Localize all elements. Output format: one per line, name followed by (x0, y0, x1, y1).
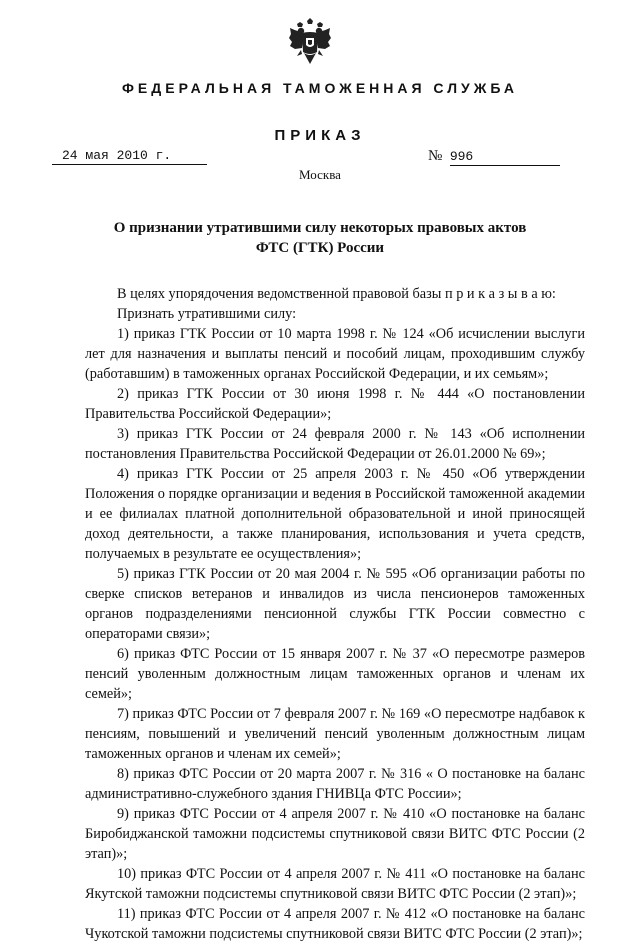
title-line-2: ФТС (ГТК) России (255, 240, 385, 256)
list-item: 4) приказ ГТК России от 25 апреля 2003 г. № 450 «Об утверждении Положения о порядке организации и ведения в Российской таможенной академии и ее филиалах платной дополнительной образовательной и иной приносящей доход деятельности, а также планирования, использования и учета средств, получаемых в результате ее осуществления»; (85, 466, 585, 562)
list-item: 3) приказ ГТК России от 24 февраля 2000 г. № 143 «Об исполнении постановления Правительства Российской Федерации от 26.01.2000 № 69»; (85, 426, 585, 462)
number-sign: № (428, 148, 443, 164)
city: Москва (299, 167, 341, 182)
document-type: ПРИКАЗ (274, 127, 366, 144)
list-item: 7) приказ ФТС России от 7 февраля 2007 г. № 169 «О пересмотре надбавок к пенсиям, повышений и увеличений пенсий уволенным должностным лицам таможенных органов и членам их семей»; (85, 706, 585, 762)
order-date: 24 мая 2010 г. (52, 148, 207, 165)
list-item: 8) приказ ФТС России от 20 марта 2007 г. № 316 « О постановке на баланс административно-служебного здания ГНИВЦа ФТС России»; (85, 766, 585, 802)
list-item: 6) приказ ФТС России от 15 января 2007 г. № 37 «О пересмотре размеров пенсий уволенным должностным лицам таможенных органов и членам их семей»; (85, 646, 585, 702)
title-line-1: О признании утратившими силу некоторых правовых актов (113, 220, 527, 236)
order-number (428, 148, 573, 166)
document-title (60, 218, 580, 258)
list-item: 11) приказ ФТС России от 4 апреля 2007 г. № 412 «О постановке на баланс Чукотской таможни подсистемы спутниковой связи ВИТС ФТС России (2 этап)»; (85, 906, 585, 942)
document-body (85, 284, 585, 944)
list-item: 5) приказ ГТК России от 20 мая 2004 г. № 595 «Об организации работы по сверке списков ветеранов и инвалидов из числа пенсионеров таможенных органов подразделениями пенсионной службы ГТК России совместно с операторами связи»; (85, 566, 585, 642)
lead-paragraph: Признать утратившими силу: (117, 306, 297, 322)
order-number-value: 996 (450, 149, 560, 166)
agency-name: ФЕДЕРАЛЬНАЯ ТАМОЖЕННАЯ СЛУЖБА (121, 80, 519, 96)
list-item: 9) приказ ФТС России от 4 апреля 2007 г. № 410 «О постановке на баланс Биробиджанской таможни подсистемы спутниковой связи ВИТС ФТС России (2 этап)»; (85, 806, 585, 862)
list-item: 1) приказ ГТК России от 10 марта 1998 г. № 124 «Об исчислении выслуги лет для назначения и выплаты пенсий и пособий лицам, проходившим службу (работавшим) в таможенных органах Российской Федерации, и их семьям»; (85, 326, 585, 382)
intro-paragraph: В целях упорядочения ведомственной правовой базы п р и к а з ы в а ю: (117, 286, 556, 302)
list-item: 10) приказ ФТС России от 4 апреля 2007 г. № 411 «О постановке на баланс Якутской таможни подсистемы спутниковой связи ВИТС ФТС России (2 этап)»; (85, 866, 585, 902)
russian-emblem-icon (288, 18, 332, 68)
list-item: 2) приказ ГТК России от 30 июня 1998 г. № 444 «О постановлении Правительства Российской Федерации»; (85, 386, 585, 422)
